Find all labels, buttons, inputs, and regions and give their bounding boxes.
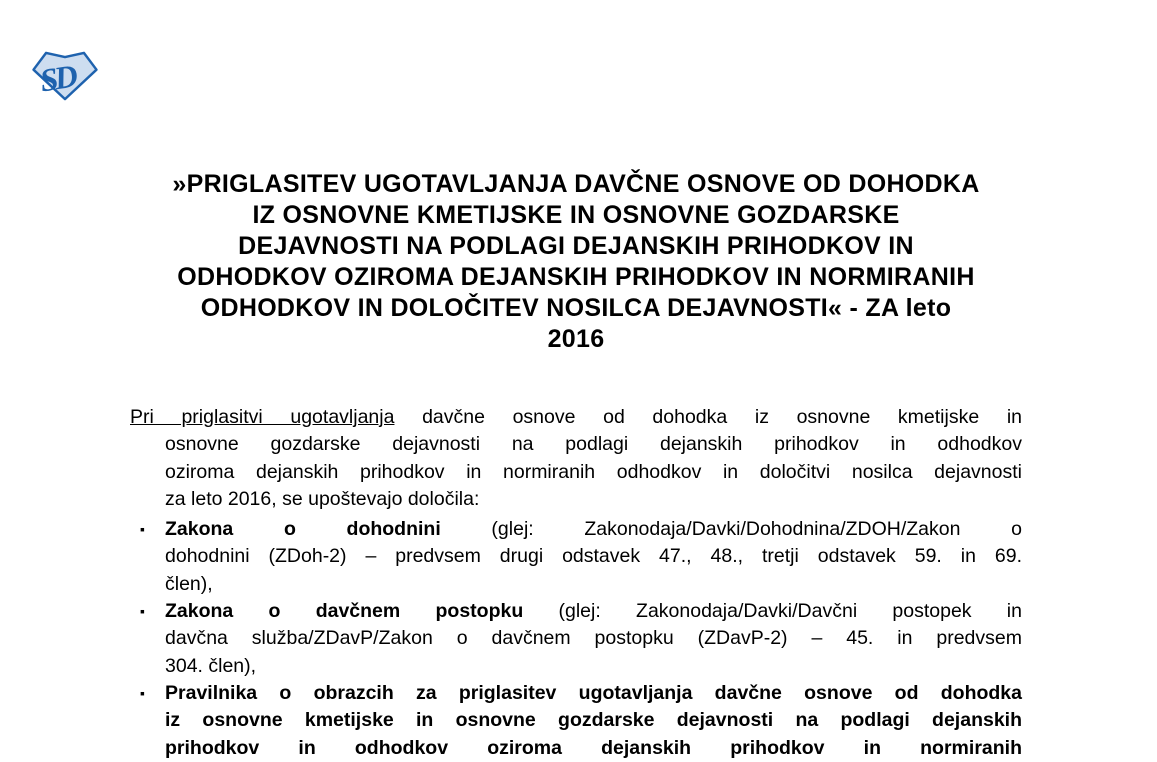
bullet-square-icon: ▪ xyxy=(140,603,145,620)
intro-line-2: osnovne gozdarske dejavnosti na podlagi dejanskih prihodkov in odhodkov xyxy=(165,433,1022,456)
title-line-1: »PRIGLASITEV UGOTAVLJANJA DAVČNE OSNOVE OD DOHODKA xyxy=(172,170,980,198)
intro-paragraph xyxy=(130,404,1022,513)
document-content xyxy=(130,169,1022,762)
title-line-3: DEJAVNOSTI NA PODLAGI DEJANSKIH PRIHODKOV IN xyxy=(238,232,914,260)
intro-line-3: oziroma dejanskih prihodkov in normiranih odhodkov in določitvi nosilca dejavnosti xyxy=(165,460,1022,483)
bullet-2-line-3: 304. člen), xyxy=(165,654,257,677)
bullet-2-bold-text: Zakona o davčnem postopku xyxy=(165,600,524,623)
bullet-3-line-2: iz osnovne kmetijske in osnovne gozdarske dejavnosti na podlagi dejanskih xyxy=(165,709,1022,732)
bullet-1-line-3: člen), xyxy=(165,572,213,595)
intro-line-1 xyxy=(130,404,1022,431)
bullet-square-icon: ▪ xyxy=(140,521,145,538)
bullet-item-zakon-o-dohodnini xyxy=(130,516,1022,598)
logo-letters: SD xyxy=(37,57,77,99)
bullet-1-text: (glej: Zakonodaja/Davki/Dohodnina/ZDOH/Zakon o xyxy=(440,518,1022,541)
bullet-2-line-1 xyxy=(130,598,1022,625)
bullet-1-bold-text: Zakona o dohodnini xyxy=(165,518,441,541)
intro-line-1-rest: davčne osnove od dohodka iz osnovne kmetijske in xyxy=(394,406,1022,428)
bullet-square-icon: ▪ xyxy=(140,684,145,701)
title-line-6: 2016 xyxy=(547,325,605,353)
bullet-2-text: (glej: Zakonodaja/Davki/Davčni postopek in xyxy=(523,600,1022,623)
bullet-3-line-1 xyxy=(130,680,1022,707)
bullet-item-pravilnik-o-obrazcih xyxy=(130,680,1022,762)
bullet-item-zakon-o-davcnem-postopku xyxy=(130,598,1022,680)
intro-underlined-text: Pri priglasitvi ugotavljanja xyxy=(130,406,395,428)
document-title xyxy=(130,169,1022,355)
title-line-2: IZ OSNOVNE KMETIJSKE IN OSNOVNE GOZDARSKE xyxy=(252,201,900,229)
bullet-2-line-2: davčna služba/ZDavP/Zakon o davčnem postopku (ZDavP-2) – 45. in predvsem xyxy=(165,627,1022,650)
intro-line-4: za leto 2016, se upoštevajo določila: xyxy=(165,487,480,510)
bullet-3-line-3: prihodkov in odhodkov oziroma dejanskih prihodkov in normiranih xyxy=(165,736,1022,759)
bullet-list xyxy=(130,516,1022,762)
bullet-3-bold-text: Pravilnika o obrazcih za priglasitev ugotavljanja davčne osnove od dohodka xyxy=(165,681,1022,704)
bullet-1-line-2: dohodnini (ZDoh-2) – predvsem drugi odstavek 47., 48., tretji odstavek 59. in 69. xyxy=(165,545,1022,568)
bullet-1-line-1 xyxy=(130,516,1022,543)
sd-logo xyxy=(30,48,100,104)
title-line-5: ODHODKOV IN DOLOČITEV NOSILCA DEJAVNOSTI« - ZA leto xyxy=(200,294,952,322)
title-line-4: ODHODKOV OZIROMA DEJANSKIH PRIHODKOV IN NORMIRANIH xyxy=(177,263,975,291)
document-body xyxy=(130,404,1022,762)
